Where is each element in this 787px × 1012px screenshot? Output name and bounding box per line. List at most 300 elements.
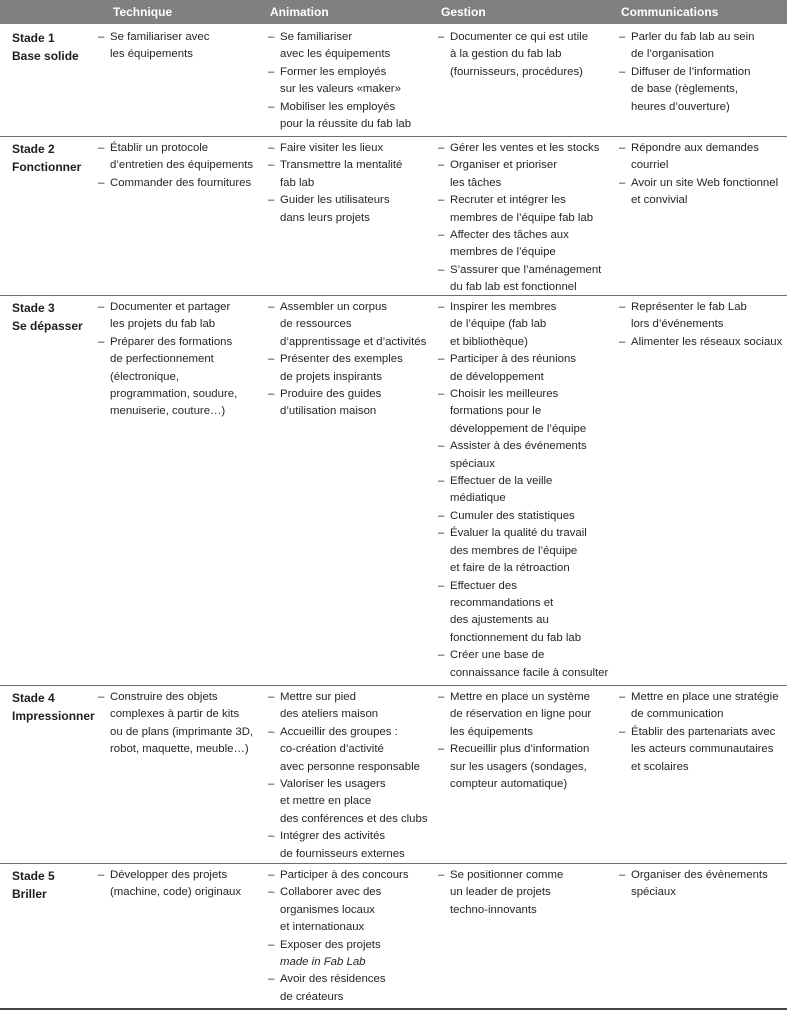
cell-communications <box>619 29 784 116</box>
list-item <box>438 689 614 741</box>
item-line: de ressources <box>280 318 352 331</box>
dash-bullet: – <box>438 263 445 276</box>
item-line: formations pour le <box>450 405 542 418</box>
header-technique: Technique <box>113 5 173 19</box>
dash-bullet: – <box>619 142 626 154</box>
cell-communications <box>619 140 784 210</box>
dash-bullet: – <box>438 388 445 401</box>
list-item <box>619 64 784 116</box>
item-line: S’assurer que l’aménagement <box>450 263 602 276</box>
item-line: Développer des projets <box>110 869 228 881</box>
item-text <box>450 157 614 192</box>
list-item <box>268 192 432 227</box>
item-text <box>450 262 614 297</box>
list-item <box>268 351 432 386</box>
item-line: dans leurs projets <box>280 211 370 224</box>
stage-label <box>12 140 81 176</box>
item-text <box>450 140 614 157</box>
item-line: Établir des partenariats avec <box>631 725 776 738</box>
stage-number: Stade 3 <box>12 301 55 315</box>
dash-bullet: – <box>438 509 445 522</box>
item-line: Préparer des formations <box>110 335 233 348</box>
item-line: Guider les utilisateurs <box>280 194 390 207</box>
item-line: (électronique, <box>110 370 180 383</box>
item-line: Participer à des concours <box>280 869 409 881</box>
item-line: Collaborer avec des <box>280 886 382 899</box>
list-item <box>98 29 260 64</box>
dash-bullet: – <box>98 335 105 348</box>
item-line: membres de l’équipe fab lab <box>450 211 594 224</box>
item-line: menuiserie, couture…) <box>110 405 226 418</box>
list-item <box>268 937 432 972</box>
item-text <box>450 867 614 919</box>
item-line: Organiser et prioriser <box>450 159 557 172</box>
list-item <box>619 334 784 351</box>
item-line: un leader de projets <box>450 886 551 899</box>
item-line: sur les usagers (sondages, <box>450 760 587 773</box>
item-text <box>280 828 432 863</box>
item-line: (machine, code) originaux <box>110 886 242 899</box>
cell-communications <box>619 867 784 902</box>
item-text <box>280 299 432 351</box>
dash-bullet: – <box>268 353 275 366</box>
item-line: Avoir un site Web fonctionnel <box>631 176 779 189</box>
item-text <box>450 386 614 438</box>
list-item <box>619 175 784 210</box>
dash-bullet: – <box>619 301 626 313</box>
cell-animation <box>268 689 432 863</box>
item-line: Diffuser de l’information <box>631 65 751 78</box>
dash-bullet: – <box>268 159 275 172</box>
item-line: complexes à partir de kits <box>110 708 240 721</box>
dash-bullet: – <box>438 691 445 703</box>
item-text <box>450 689 614 741</box>
list-item <box>438 867 614 919</box>
cell-technique <box>98 29 260 64</box>
stage-name: Briller <box>12 887 47 901</box>
item-text <box>631 867 784 902</box>
item-text <box>450 578 614 648</box>
item-line: fonctionnement du fab lab <box>450 631 582 644</box>
item-line: organismes locaux <box>280 903 375 916</box>
list-item <box>98 334 260 421</box>
cell-technique <box>98 140 260 192</box>
dash-bullet: – <box>619 725 626 738</box>
item-text <box>280 937 432 972</box>
item-text <box>280 99 432 134</box>
item-text <box>450 473 614 508</box>
list-item <box>619 724 784 776</box>
dash-bullet: – <box>98 176 105 189</box>
item-text <box>110 334 260 421</box>
item-line: de fournisseurs externes <box>280 847 405 860</box>
cell-gestion <box>438 689 614 793</box>
dash-bullet: – <box>619 691 626 703</box>
dash-bullet: – <box>268 388 275 401</box>
stage-label <box>12 299 83 335</box>
cell-technique <box>98 299 260 421</box>
item-line: Exposer des projets <box>280 938 381 951</box>
list-item <box>438 262 614 297</box>
item-line: Recruter et intégrer les <box>450 194 566 207</box>
item-line: de communication <box>631 708 724 721</box>
item-line: Assembler un corpus <box>280 301 387 313</box>
item-line: et mettre en place <box>280 795 372 808</box>
dash-bullet: – <box>619 176 626 189</box>
item-text <box>631 299 784 334</box>
item-line: avec les équipements <box>280 48 391 61</box>
list-item <box>268 828 432 863</box>
list-item <box>438 192 614 227</box>
item-text <box>631 175 784 210</box>
dash-bullet: – <box>98 301 105 313</box>
cell-gestion <box>438 29 614 81</box>
item-line: avec personne responsable <box>280 760 420 773</box>
item-line: compteur automatique) <box>450 778 568 791</box>
item-line: (fournisseurs, procédures) <box>450 65 583 78</box>
item-text <box>450 299 614 351</box>
item-text <box>631 334 784 351</box>
dash-bullet: – <box>619 869 626 881</box>
item-line: de base (règlements, <box>631 83 739 96</box>
item-line: spéciaux <box>631 886 676 899</box>
item-line: Se familiariser <box>280 31 353 43</box>
item-text <box>110 867 260 902</box>
item-line: Intégrer des activités <box>280 830 386 843</box>
dash-bullet: – <box>619 335 626 348</box>
item-line: connaissance facile à consulter <box>450 666 609 679</box>
dash-bullet: – <box>268 830 275 843</box>
dash-bullet: – <box>268 725 275 738</box>
list-item <box>98 140 260 175</box>
stage-name: Fonctionner <box>12 160 82 174</box>
row-divider <box>0 295 787 296</box>
item-line: Mettre sur pied <box>280 691 356 703</box>
item-text <box>280 386 432 421</box>
item-line: médiatique <box>450 492 506 505</box>
item-line: co-création d’activité <box>280 743 384 756</box>
item-text <box>280 64 432 99</box>
dash-bullet: – <box>438 475 445 488</box>
item-text <box>631 64 784 116</box>
item-line: les tâches <box>450 176 502 189</box>
cell-animation <box>268 867 432 1006</box>
item-line: Former les employés <box>280 65 387 78</box>
dash-bullet: – <box>268 100 275 113</box>
item-line: membres de l’équipe <box>450 246 556 259</box>
cell-gestion <box>438 299 614 682</box>
list-item <box>438 351 614 386</box>
list-item <box>619 867 784 902</box>
item-text <box>110 175 260 192</box>
item-line: Cumuler des statistiques <box>450 509 575 522</box>
item-text <box>280 971 432 1006</box>
list-item <box>438 299 614 351</box>
item-line: Valoriser les usagers <box>280 778 386 791</box>
row-divider <box>0 863 787 864</box>
list-item <box>268 689 432 724</box>
item-line: Mettre en place une stratégie <box>631 691 779 703</box>
item-text <box>280 140 432 157</box>
item-text <box>450 438 614 473</box>
item-text <box>631 689 784 724</box>
list-item <box>268 157 432 192</box>
item-text <box>631 724 784 776</box>
stage-name: Se dépasser <box>12 319 83 333</box>
list-item <box>268 724 432 776</box>
item-text <box>280 884 432 936</box>
item-line: développement de l’équipe <box>450 422 587 435</box>
dash-bullet: – <box>98 869 105 881</box>
item-line: Établir un protocole <box>110 142 209 154</box>
item-line: Effectuer des <box>450 579 517 592</box>
dash-bullet: – <box>438 869 445 881</box>
list-item <box>619 299 784 334</box>
list-item <box>268 299 432 351</box>
item-line: courriel <box>631 159 669 172</box>
dash-bullet: – <box>438 743 445 756</box>
item-line: Assister à des événements <box>450 440 587 453</box>
item-text <box>450 647 614 682</box>
row-divider <box>0 685 787 686</box>
item-line: Évaluer la qualité du travail <box>450 527 587 540</box>
item-text <box>280 776 432 828</box>
dash-bullet: – <box>438 579 445 592</box>
item-text <box>280 867 432 884</box>
item-line: d’entretien des équipements <box>110 159 254 172</box>
cell-animation <box>268 140 432 227</box>
dash-bullet: – <box>619 65 626 78</box>
item-text <box>110 689 260 759</box>
item-line: Participer à des réunions <box>450 353 576 366</box>
list-item <box>438 386 614 438</box>
list-item <box>268 99 432 134</box>
item-line: et faire de la rétroaction <box>450 562 570 575</box>
table-header <box>0 0 787 24</box>
item-line: d’utilisation maison <box>280 405 377 418</box>
item-line: Parler du fab lab au sein <box>631 31 755 43</box>
list-item <box>98 867 260 902</box>
list-item <box>268 64 432 99</box>
item-line: Documenter et partager <box>110 301 231 313</box>
row-divider <box>0 136 787 137</box>
list-item <box>438 227 614 262</box>
item-line: Construire des objets <box>110 691 218 703</box>
item-line: d’apprentissage et d’activités <box>280 335 427 348</box>
dash-bullet: – <box>438 159 445 172</box>
item-line: les équipements <box>450 725 533 738</box>
item-line: Choisir les meilleures <box>450 388 559 401</box>
item-line: Avoir des résidences <box>280 973 386 986</box>
item-line: Documenter ce qui est utile <box>450 31 589 43</box>
item-line: techno-innovants <box>450 903 537 916</box>
item-line: des conférences et des clubs <box>280 812 428 825</box>
item-line: Recueillir plus d’information <box>450 743 590 756</box>
dash-bullet: – <box>438 142 445 154</box>
cell-gestion <box>438 867 614 919</box>
stage-label <box>12 29 79 65</box>
item-line: pour la réussite du fab lab <box>280 118 412 131</box>
list-item <box>438 508 614 525</box>
dash-bullet: – <box>268 31 275 43</box>
item-text <box>280 192 432 227</box>
item-text <box>280 157 432 192</box>
dash-bullet: – <box>268 194 275 207</box>
list-item <box>98 299 260 334</box>
dash-bullet: – <box>268 778 275 791</box>
list-item <box>438 29 614 81</box>
item-text <box>450 741 614 793</box>
item-text <box>280 689 432 724</box>
item-line: du fab lab est fonctionnel <box>450 281 577 294</box>
item-line: de projets inspirants <box>280 370 382 383</box>
cell-communications <box>619 689 784 776</box>
list-item <box>619 140 784 175</box>
dash-bullet: – <box>268 886 275 899</box>
header-communications: Communications <box>621 5 719 19</box>
item-text <box>110 29 260 64</box>
item-text <box>631 29 784 64</box>
item-line: Alimenter les réseaux sociaux <box>631 335 783 348</box>
dash-bullet: – <box>438 194 445 207</box>
item-line: sur les valeurs «maker» <box>280 83 401 96</box>
stage-name: Impressionner <box>12 709 95 723</box>
list-item <box>268 29 432 64</box>
item-text <box>450 29 614 81</box>
item-line: Commander des fournitures <box>110 176 252 189</box>
dash-bullet: – <box>438 440 445 453</box>
item-line: et bibliothèque) <box>450 335 528 348</box>
dash-bullet: – <box>438 353 445 366</box>
cell-technique <box>98 867 260 902</box>
dash-bullet: – <box>268 691 275 703</box>
dash-bullet: – <box>98 691 105 703</box>
list-item <box>268 971 432 1006</box>
list-item <box>438 647 614 682</box>
item-text <box>110 299 260 334</box>
item-text <box>450 508 614 525</box>
item-line: Répondre aux demandes <box>631 142 759 154</box>
dash-bullet: – <box>98 31 105 43</box>
item-line: de créateurs <box>280 990 344 1003</box>
item-line: Créer une base de <box>450 649 545 662</box>
item-line: des membres de l’équipe <box>450 544 578 557</box>
cell-animation <box>268 29 432 133</box>
list-item <box>268 884 432 936</box>
item-text <box>280 351 432 386</box>
dash-bullet: – <box>268 869 275 881</box>
item-line: Mobiliser les employés <box>280 100 396 113</box>
item-text <box>450 192 614 227</box>
item-line: les projets du fab lab <box>110 318 216 331</box>
dash-bullet: – <box>268 938 275 951</box>
stage-number: Stade 1 <box>12 31 55 45</box>
item-line: heures d’ouverture) <box>631 100 730 113</box>
list-item <box>438 140 614 157</box>
list-item <box>619 29 784 64</box>
item-text <box>280 29 432 64</box>
cell-technique <box>98 689 260 759</box>
item-line: des ateliers maison <box>280 708 379 721</box>
item-text <box>110 140 260 175</box>
item-text <box>450 525 614 577</box>
item-line: et convivial <box>631 194 688 207</box>
item-line: made in Fab Lab <box>280 956 366 969</box>
list-item <box>438 473 614 508</box>
dash-bullet: – <box>268 142 275 154</box>
cell-gestion <box>438 140 614 297</box>
stage-number: Stade 4 <box>12 691 55 705</box>
list-item <box>438 438 614 473</box>
item-line: de développement <box>450 370 544 383</box>
item-line: programmation, soudure, <box>110 388 238 401</box>
item-line: Mettre en place un système <box>450 691 590 703</box>
list-item <box>619 689 784 724</box>
item-line: Présenter des exemples <box>280 353 403 366</box>
dash-bullet: – <box>619 31 626 43</box>
item-line: Organiser des évènements <box>631 869 768 881</box>
item-line: les acteurs communautaires <box>631 743 774 756</box>
header-animation: Animation <box>270 5 329 19</box>
item-line: de l’organisation <box>631 48 714 61</box>
list-item <box>438 578 614 648</box>
item-text <box>280 724 432 776</box>
item-line: Se positionner comme <box>450 869 564 881</box>
item-line: fab lab <box>280 176 315 189</box>
dash-bullet: – <box>438 31 445 43</box>
dash-bullet: – <box>268 973 275 986</box>
list-item <box>438 741 614 793</box>
item-line: Se familiariser avec <box>110 31 210 43</box>
item-line: Effectuer de la veille <box>450 475 553 488</box>
list-item <box>98 175 260 192</box>
item-line: de perfectionnement <box>110 353 214 366</box>
dash-bullet: – <box>268 65 275 78</box>
cell-communications <box>619 299 784 351</box>
stage-number: Stade 2 <box>12 142 55 156</box>
list-item <box>438 525 614 577</box>
item-line: et scolaires <box>631 760 689 773</box>
dash-bullet: – <box>268 301 275 313</box>
dash-bullet: – <box>438 301 445 313</box>
dash-bullet: – <box>438 649 445 662</box>
list-item <box>98 689 260 759</box>
stage-label <box>12 689 95 725</box>
dash-bullet: – <box>98 142 105 154</box>
item-line: et internationaux <box>280 921 365 934</box>
dash-bullet: – <box>438 229 445 242</box>
list-item <box>268 776 432 828</box>
item-line: robot, maquette, meuble…) <box>110 743 249 756</box>
item-line: à la gestion du fab lab <box>450 48 562 61</box>
item-line: Transmettre la mentalité <box>280 159 403 172</box>
stage-label <box>12 867 55 903</box>
list-item <box>268 867 432 884</box>
item-line: Inspirer les membres <box>450 301 557 313</box>
stage-number: Stade 5 <box>12 869 55 883</box>
item-line: des ajustements au <box>450 614 549 627</box>
item-line: Affecter des tâches aux <box>450 229 569 242</box>
item-text <box>450 227 614 262</box>
item-line: recommandations et <box>450 596 554 609</box>
item-line: Produire des guides <box>280 388 382 401</box>
item-line: ou de plans (imprimante 3D, <box>110 725 254 738</box>
item-line: les équipements <box>110 48 193 61</box>
item-line: spéciaux <box>450 457 495 470</box>
item-line: Représenter le fab Lab <box>631 301 747 313</box>
list-item <box>438 157 614 192</box>
item-line: Accueillir des groupes : <box>280 725 398 738</box>
